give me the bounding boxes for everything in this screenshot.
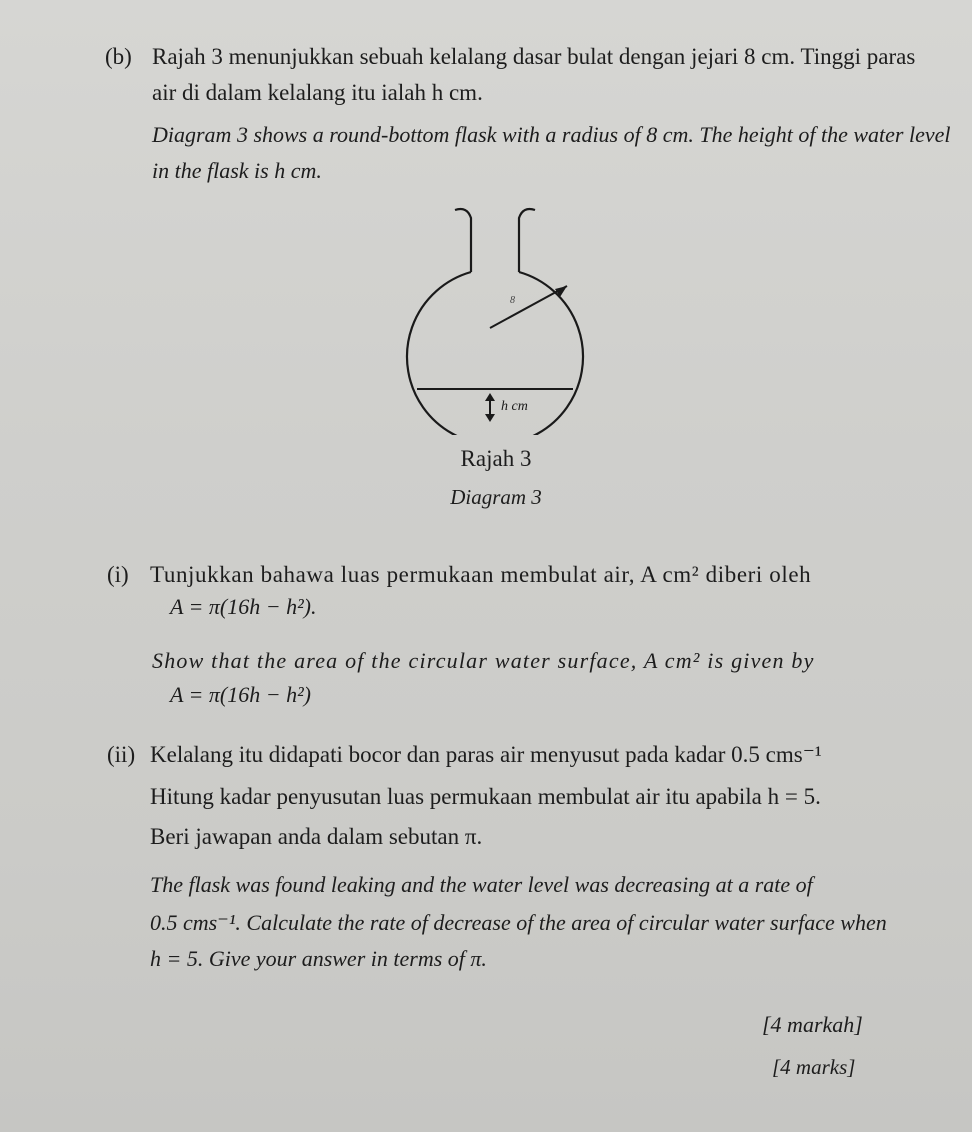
part-i-number: (i) (107, 562, 129, 587)
intro-english-line2: in the flask is h cm. (152, 158, 322, 183)
intro-english-line1: Diagram 3 shows a round-bottom flask with a radius of 8 cm. The height of the water level (152, 122, 951, 147)
marks-english: [4 marks] (772, 1055, 856, 1079)
part-ii-malay-line2: Hitung kadar penyusutan luas permukaan membulat air itu apabila h = 5. (150, 784, 821, 809)
flask-neck-right (519, 209, 535, 272)
part-i-english-formula: A = π(16h − h²) (170, 682, 312, 707)
radius-label: 8 (510, 295, 515, 306)
flask-diagram (395, 200, 595, 435)
question-label: (b) (105, 44, 132, 69)
part-i-malay-text: Tunjukkan bahawa luas permukaan membulat air, A cm² diberi oleh (150, 562, 812, 587)
marks-malay: [4 markah] (762, 1012, 863, 1037)
flask-bulb (407, 272, 583, 435)
height-arrow (485, 393, 495, 422)
part-i-english-text: Show that the area of the circular water surface, A cm² is given by (152, 648, 815, 673)
part-ii-malay-line1: Kelalang itu didapati bocor dan paras air menyusut pada kadar 0.5 cms⁻¹ (150, 742, 822, 767)
part-ii-malay-line3: Beri jawapan anda dalam sebutan π. (150, 824, 483, 849)
part-i-malay-formula: A = π(16h − h²). (170, 594, 317, 619)
part-ii-english-line2: 0.5 cms⁻¹. Calculate the rate of decrease of the area of circular water surface when (150, 910, 887, 935)
radius-line (490, 286, 567, 328)
intro-malay-line1: Rajah 3 menunjukkan sebuah kelalang dasar bulat dengan jejari 8 cm. Tinggi paras (152, 44, 916, 69)
part-ii-english-line3: h = 5. Give your answer in terms of π. (150, 946, 487, 971)
part-ii-english-line1: The flask was found leaking and the water level was decreasing at a rate of (150, 872, 813, 897)
flask-neck-left (455, 209, 471, 272)
height-label: h cm (501, 399, 528, 414)
intro-malay-line2: air di dalam kelalang itu ialah h cm. (152, 80, 483, 105)
caption-english: Diagram 3 (450, 485, 542, 509)
caption-malay: Rajah 3 (460, 446, 532, 471)
part-ii-number: (ii) (107, 742, 136, 767)
